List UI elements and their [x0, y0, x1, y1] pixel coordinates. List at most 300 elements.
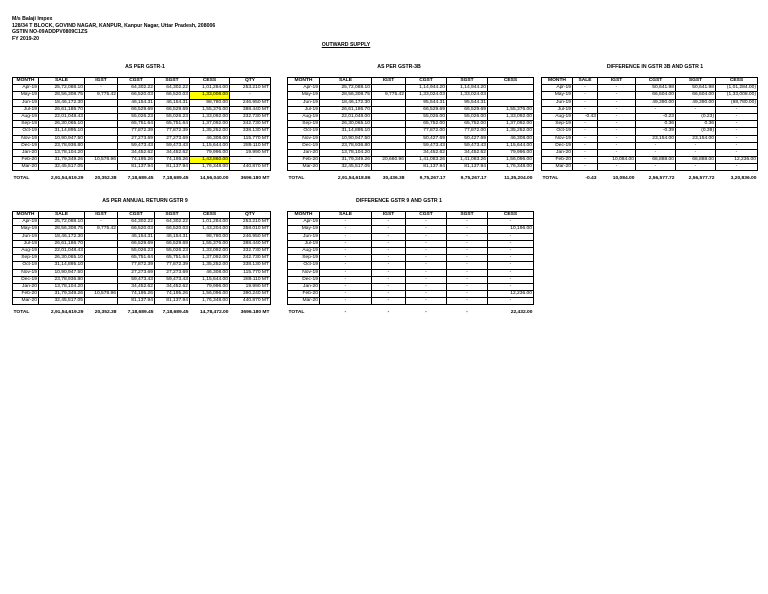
table-row: [288, 262, 534, 269]
gstr1-table: [12, 77, 271, 182]
month-cell: Oct-19: [13, 262, 39, 269]
table-cell: 46,154.31: [118, 233, 155, 240]
table-cell: -: [676, 106, 716, 113]
month-cell: May-19: [288, 92, 320, 99]
table-row: [542, 149, 758, 156]
table-cell: 388.440 MT: [230, 106, 271, 113]
table-cell: 1,55,376.00: [190, 240, 230, 247]
table-row: [13, 85, 271, 92]
month-cell: Jul-19: [542, 106, 573, 113]
table-cell: 66,520.03: [118, 226, 155, 233]
table-cell: 31,14,895.10: [39, 128, 85, 135]
table-cell: 246.950 MT: [230, 233, 271, 240]
table-row: [13, 247, 271, 254]
table-cell: 1,35,252.00: [190, 262, 230, 269]
table-cell: 74,195.26: [155, 291, 190, 298]
table-cell: -: [447, 276, 488, 283]
table-cell: 26,30,065.10: [39, 255, 85, 262]
table-cell: 49,390.00: [636, 99, 676, 106]
table-cell: 9,775.42: [85, 226, 118, 233]
column-header: IGST: [372, 212, 406, 219]
table-cell: -: [573, 128, 598, 135]
month-cell: Mar-20: [288, 298, 320, 305]
table-cell: 65,751.64: [118, 255, 155, 262]
month-cell: Jun-19: [542, 99, 573, 106]
total-label: TOTAL: [288, 176, 305, 182]
total-cell: -: [387, 310, 390, 316]
table-cell: 1,76,348.00: [190, 164, 230, 171]
table-cell: 1,56,096.00: [190, 291, 230, 298]
table-cell: 22,01,048.43: [39, 247, 85, 254]
column-header: CGST: [118, 78, 155, 85]
total-cell: -: [425, 310, 427, 316]
table-cell: 64,302.22: [155, 219, 190, 226]
total-cell: 9,75,267.17: [419, 176, 446, 182]
table-cell: 55,026.23: [118, 247, 155, 254]
diff-3b-1-label: DIFFERENCE IN GSTR 3B AND GSTR 1: [606, 64, 704, 70]
table-cell: [372, 85, 406, 92]
table-row: [13, 269, 271, 276]
table-cell: 31,79,349.26: [320, 157, 372, 164]
table-cell: -: [573, 99, 598, 106]
table-cell: 66,520.03: [155, 226, 190, 233]
header-row: [542, 78, 758, 85]
table-cell: 50,641.98: [636, 85, 676, 92]
table-cell: 50,641.98: [676, 85, 716, 92]
total-cell: 14,78,472.00: [199, 310, 229, 316]
month-cell: Nov-19: [542, 135, 573, 142]
month-cell: Dec-19: [288, 142, 320, 149]
table-cell: 27,273.69: [155, 269, 190, 276]
table-cell: 66,504.00: [676, 92, 716, 99]
table-row: [13, 219, 271, 226]
table-cell: -: [488, 276, 534, 283]
company-address: 128/34 T BLOCK, GOVIND NAGAR, KANPUR, Kanpur Nagar, Uttar Pradesh, 208006: [12, 22, 216, 29]
table-cell: 64,302.22: [118, 85, 155, 92]
table-cell: 26,61,186.70: [320, 106, 372, 113]
table-cell: -: [488, 247, 534, 254]
table-cell: -: [447, 283, 488, 290]
table-cell: -: [636, 164, 676, 171]
month-cell: May-19: [288, 226, 320, 233]
table-cell: -: [598, 99, 636, 106]
table-row: [288, 113, 534, 120]
table-row: [288, 298, 534, 305]
table-cell: 46,154.31: [155, 233, 190, 240]
table-cell: 342.730 MT: [230, 121, 271, 128]
table-row: [13, 291, 271, 298]
table-cell: 18,46,172.30: [320, 99, 372, 106]
total-cell: 3696.180 MT: [240, 310, 270, 316]
column-header: CESS: [488, 78, 534, 85]
table-row: [13, 164, 271, 171]
total-cell: 2,91,54,618.86: [337, 176, 371, 182]
table-cell: 10,576.96: [85, 291, 118, 298]
column-header: QTY: [230, 212, 271, 219]
table-cell: -: [573, 135, 598, 142]
table-cell: 64,302.22: [118, 219, 155, 226]
table-cell: -: [230, 157, 271, 164]
column-header: QTY: [230, 78, 271, 85]
table-cell: -: [488, 219, 534, 226]
gstr1-label: AS PER GSTR-1: [125, 64, 165, 70]
table-cell: 10,576.96: [85, 157, 118, 164]
total-cell: 7,18,689.45: [162, 176, 189, 182]
diff-3b-1-table: [541, 77, 758, 182]
table-cell: -: [447, 291, 488, 298]
table-cell: 81,137.94: [406, 164, 447, 171]
table-row: [13, 157, 271, 164]
table-cell: 1,43,860.00: [190, 157, 230, 164]
column-header: CESS: [190, 78, 230, 85]
table-cell: 338.130 MT: [230, 262, 271, 269]
table-cell: 81,137.94: [155, 164, 190, 171]
table-cell: [85, 149, 118, 156]
table-cell: -: [488, 283, 534, 290]
table-row: [542, 164, 758, 171]
table-cell: -: [320, 219, 372, 226]
table-cell: [85, 142, 118, 149]
total-row: [13, 175, 271, 182]
table-cell: 1,37,092.00: [190, 121, 230, 128]
table-cell: -: [716, 121, 758, 128]
table-cell: [85, 99, 118, 106]
table-row: [13, 149, 271, 156]
table-cell: 79,996.00: [190, 283, 230, 290]
column-header: IGST: [372, 78, 406, 85]
table-cell: -: [406, 298, 447, 305]
table-row: [288, 92, 534, 99]
table-row: [13, 142, 271, 149]
table-cell: [85, 269, 118, 276]
table-cell: 98,780.00: [190, 233, 230, 240]
table-row: [13, 233, 271, 240]
table-cell: 55,026.23: [155, 247, 190, 254]
table-cell: -: [320, 233, 372, 240]
column-header: SGST: [155, 212, 190, 219]
total-cell: 22,432.00: [510, 310, 533, 316]
table-cell: -: [598, 135, 636, 142]
table-cell: [372, 128, 406, 135]
table-cell: 32,45,517.05: [39, 298, 85, 305]
column-header: MONTH: [288, 212, 320, 219]
table-cell: 25,72,088.10: [39, 85, 85, 92]
table-cell: -: [676, 149, 716, 156]
total-row: [13, 309, 271, 316]
table-row: [542, 135, 758, 142]
table-cell: -: [320, 291, 372, 298]
table-row: [288, 164, 534, 171]
table-row: [288, 219, 534, 226]
company-gstin: GSTIN NO-09ADDPV0809C1ZS: [12, 29, 88, 36]
table-cell: 22,01,048.43: [39, 113, 85, 120]
table-cell: -: [406, 276, 447, 283]
total-cell: 7,18,689.45: [127, 310, 154, 316]
table-cell: 1,33,024.03: [447, 92, 488, 99]
table-cell: 31,79,349.26: [39, 157, 85, 164]
table-cell: 1,56,096.00: [488, 157, 534, 164]
month-cell: Dec-19: [13, 276, 39, 283]
diff-9-1-label: DIFFERENCE GSTR 9 AND GSTR 1: [356, 198, 442, 204]
table-cell: -: [372, 247, 406, 254]
table-cell: 64,302.22: [155, 85, 190, 92]
table-cell: 77,872.39: [155, 128, 190, 135]
column-header: CESS: [190, 212, 230, 219]
table-cell: [372, 142, 406, 149]
table-cell: 390.240 MT: [230, 291, 271, 298]
table-cell: 26,61,186.70: [39, 240, 85, 247]
total-cell: 2,91,54,619.29: [50, 176, 84, 182]
table-cell: 289.110 MT: [230, 276, 271, 283]
table-row: [288, 226, 534, 233]
month-cell: Jun-19: [288, 233, 320, 240]
table-row: [13, 226, 271, 233]
month-cell: Oct-19: [13, 128, 39, 135]
table-cell: -: [372, 226, 406, 233]
table-cell: -: [488, 255, 534, 262]
table-cell: 246.950 MT: [230, 99, 271, 106]
table-cell: -0.39: [636, 128, 676, 135]
table-cell: 46,154.31: [118, 99, 155, 106]
header-row: [288, 212, 534, 219]
table-cell: -: [636, 142, 676, 149]
table-row: [13, 92, 271, 99]
gstr9-label: AS PER ANNUAL RETURN GSTR 9: [102, 198, 188, 204]
table-cell: 1,76,348.00: [488, 164, 534, 171]
table-cell: -: [372, 262, 406, 269]
month-cell: Oct-19: [288, 128, 320, 135]
table-cell: -: [573, 85, 598, 92]
table-cell: 66,529.69: [155, 240, 190, 247]
header-row: [13, 78, 271, 85]
table-cell: 34,452.62: [118, 283, 155, 290]
table-cell: (1,01,284.00): [716, 85, 758, 92]
column-header: SALE: [320, 78, 372, 85]
table-cell: 66,504.00: [636, 92, 676, 99]
table-row: [542, 85, 758, 92]
table-cell: [372, 135, 406, 142]
table-cell: -: [447, 226, 488, 233]
month-cell: Feb-20: [13, 291, 39, 298]
table-cell: 98,780.00: [190, 99, 230, 106]
table-cell: 31,14,895.10: [39, 262, 85, 269]
table-cell: 74,195.26: [118, 157, 155, 164]
table-cell: 79,996.00: [190, 149, 230, 156]
table-cell: 388.440 MT: [230, 240, 271, 247]
table-cell: 1,37,092.00: [190, 255, 230, 262]
table-cell: (1,33,008.00): [716, 92, 758, 99]
total-cell: 7,18,689.45: [127, 176, 154, 182]
table-cell: -: [598, 149, 636, 156]
table-cell: 32,45,517.05: [39, 164, 85, 171]
table-row: [288, 283, 534, 290]
total-cell: 7,18,689.45: [162, 310, 189, 316]
table-cell: 23,154.00: [676, 135, 716, 142]
month-cell: Jan-20: [288, 149, 320, 156]
month-cell: Nov-19: [13, 269, 39, 276]
column-header: SALE: [39, 212, 85, 219]
table-cell: -: [447, 262, 488, 269]
table-row: [13, 255, 271, 262]
column-header: IGST: [85, 212, 118, 219]
total-cell: 11,35,204.00: [504, 176, 533, 182]
month-cell: May-19: [13, 92, 39, 99]
table-cell: 27,273.69: [118, 135, 155, 142]
table-cell: 13,78,104.20: [39, 149, 85, 156]
table-row: [542, 128, 758, 135]
table-cell: -: [406, 226, 447, 233]
table-row: [288, 247, 534, 254]
month-cell: Jul-19: [288, 106, 320, 113]
gstr3b-table: [287, 77, 534, 182]
month-cell: Dec-19: [288, 276, 320, 283]
month-cell: Sep-19: [542, 121, 573, 128]
month-cell: Jun-19: [13, 99, 39, 106]
table-cell: -: [406, 283, 447, 290]
table-cell: 23,78,936.80: [39, 276, 85, 283]
table-cell: 1,33,008.00: [190, 92, 230, 99]
table-cell: 19.990 MT: [230, 283, 271, 290]
table-row: [288, 291, 534, 298]
table-cell: 95,544.31: [406, 99, 447, 106]
month-cell: Sep-19: [13, 255, 39, 262]
total-cell: 3696.180 MT: [240, 176, 270, 182]
table-cell: -: [598, 113, 636, 120]
table-cell: 26,61,186.70: [39, 106, 85, 113]
total-cell: 20,352.38: [94, 310, 117, 316]
table-cell: 65,752.00: [406, 121, 447, 128]
table-cell: 253.210 MT: [230, 85, 271, 92]
table-cell: -: [372, 219, 406, 226]
column-header: MONTH: [542, 78, 573, 85]
month-cell: Oct-19: [288, 262, 320, 269]
table-row: [542, 142, 758, 149]
table-cell: 65,751.64: [155, 255, 190, 262]
table-cell: 49,390.00: [676, 99, 716, 106]
table-cell: 1,14,944.20: [447, 85, 488, 92]
table-cell: 46,154.31: [155, 99, 190, 106]
table-cell: 66,520.03: [155, 92, 190, 99]
table-cell: -: [372, 291, 406, 298]
page-title: OUTWARD SUPPLY: [321, 42, 371, 48]
table-row: [288, 255, 534, 262]
table-cell: 1,33,092.00: [488, 113, 534, 120]
table-cell: -: [372, 240, 406, 247]
table-cell: 23,154.00: [636, 135, 676, 142]
table-cell: 1,15,644.00: [190, 276, 230, 283]
table-cell: 338.130 MT: [230, 128, 271, 135]
table-cell: -: [488, 240, 534, 247]
table-row: [288, 135, 534, 142]
column-header: CGST: [118, 212, 155, 219]
month-cell: Aug-19: [542, 113, 573, 120]
table-cell: 55,026.00: [447, 113, 488, 120]
total-row: [288, 175, 534, 182]
month-cell: Apr-19: [13, 85, 39, 92]
table-cell: 65,751.64: [118, 121, 155, 128]
table-cell: -: [372, 233, 406, 240]
table-cell: 1,15,644.00: [488, 142, 534, 149]
table-cell: 0.36: [636, 121, 676, 128]
company-info: [12, 16, 215, 42]
table-cell: 65,751.64: [155, 121, 190, 128]
table-cell: 19.990 MT: [230, 149, 271, 156]
table-cell: -: [716, 135, 758, 142]
table-row: [542, 92, 758, 99]
table-cell: 66,529.69: [118, 240, 155, 247]
table-cell: 81,137.94: [118, 298, 155, 305]
table-cell: 28,56,308.75: [39, 226, 85, 233]
column-header: MONTH: [13, 78, 39, 85]
total-cell: 9,75,267.17: [460, 176, 487, 182]
month-cell: Feb-20: [288, 291, 320, 298]
table-cell: -: [676, 142, 716, 149]
table-cell: 66,888.00: [636, 157, 676, 164]
month-cell: Apr-19: [542, 85, 573, 92]
table-row: [13, 298, 271, 305]
table-cell: -: [598, 92, 636, 99]
table-cell: 1,33,092.00: [190, 113, 230, 120]
table-cell: 9,775.42: [372, 92, 406, 99]
month-cell: May-19: [542, 92, 573, 99]
table-cell: [85, 247, 118, 254]
table-cell: 1,37,092.00: [488, 121, 534, 128]
gstr3b-label: AS PER GSTR-3B: [377, 64, 421, 70]
table-cell: 59,473.43: [406, 142, 447, 149]
table-cell: 27,273.69: [155, 135, 190, 142]
table-cell: -: [636, 149, 676, 156]
table-cell: -: [372, 276, 406, 283]
total-label: TOTAL: [288, 310, 305, 316]
column-header: CGST: [406, 78, 447, 85]
table-cell: 55,026.23: [118, 113, 155, 120]
table-row: [288, 233, 534, 240]
table-cell: [372, 113, 406, 120]
table-cell: -: [447, 255, 488, 262]
table-cell: -: [406, 240, 447, 247]
table-cell: 59,473.43: [155, 276, 190, 283]
table-cell: 1,01,284.00: [190, 85, 230, 92]
table-cell: -: [598, 106, 636, 113]
table-cell: -: [598, 85, 636, 92]
table-row: [542, 121, 758, 128]
table-cell: -: [85, 219, 118, 226]
table-cell: [85, 276, 118, 283]
table-cell: 34,452.62: [155, 283, 190, 290]
table-cell: -0.43: [573, 113, 598, 120]
table-row: [542, 113, 758, 120]
table-cell: -: [406, 219, 447, 226]
table-cell: 440.870 MT: [230, 298, 271, 305]
table-cell: 32,45,517.05: [320, 164, 372, 171]
table-cell: [372, 149, 406, 156]
table-cell: 66,529.69: [406, 106, 447, 113]
table-row: [288, 240, 534, 247]
table-cell: -: [406, 255, 447, 262]
table-row: [13, 113, 271, 120]
column-header: IGST: [85, 78, 118, 85]
table-cell: 66,888.00: [676, 157, 716, 164]
table-cell: 358.010 MT: [230, 226, 271, 233]
total-cell: 20,352.38: [94, 176, 117, 182]
month-cell: Oct-19: [542, 128, 573, 135]
table-cell: -: [488, 233, 534, 240]
table-cell: 34,452.62: [447, 149, 488, 156]
table-row: [288, 269, 534, 276]
table-cell: [85, 121, 118, 128]
month-cell: Nov-19: [288, 269, 320, 276]
table-cell: 289.110 MT: [230, 142, 271, 149]
